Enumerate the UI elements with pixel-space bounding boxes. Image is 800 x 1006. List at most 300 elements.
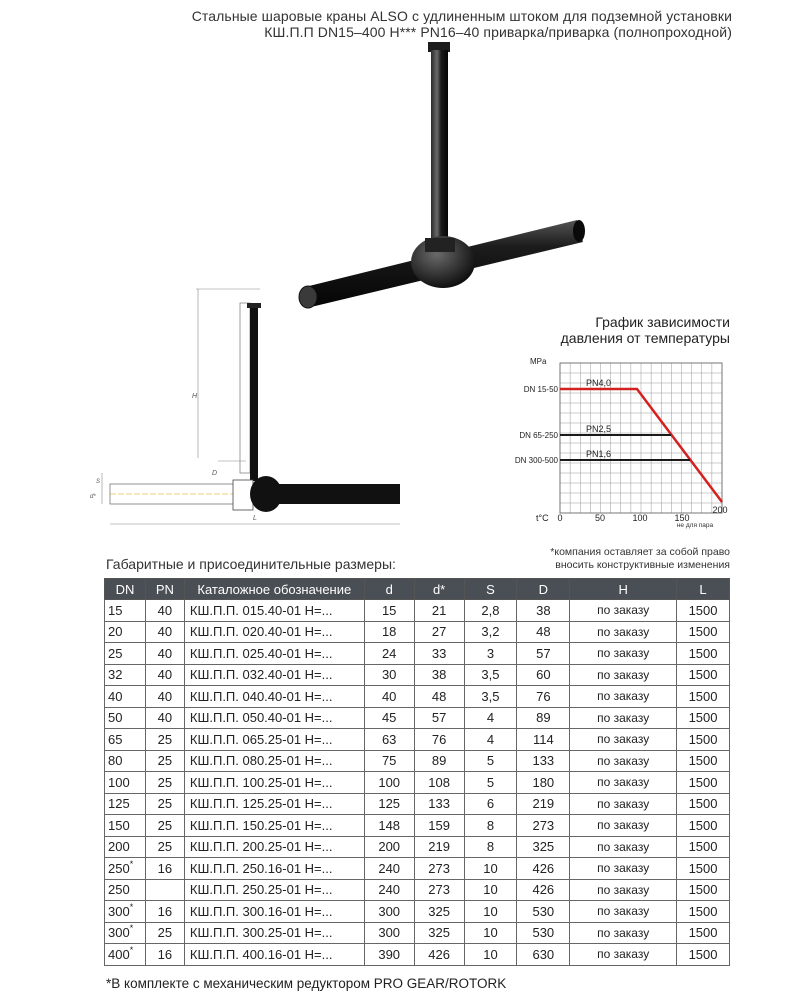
- cell-s-value: 3,5: [481, 667, 500, 683]
- cell-dn: [105, 836, 146, 858]
- technical-drawing: [88, 283, 418, 533]
- cell-outer-d: [517, 879, 570, 901]
- cell-h: [570, 729, 677, 751]
- cell-h: [570, 793, 677, 815]
- cell-dn-value: 25: [108, 645, 123, 661]
- cell-dstar: [414, 858, 464, 880]
- cell-l-value: 1500: [688, 667, 718, 683]
- cell-outer-d-value: 426: [532, 860, 555, 876]
- cell-outer-d: [517, 600, 570, 622]
- cell-d-value: 125: [378, 796, 401, 812]
- cell-d: [364, 750, 414, 772]
- cell-catalog-value: КШ.П.П. 200.25-01 Н=...: [189, 839, 333, 855]
- cell-catalog: [184, 922, 364, 944]
- table-header-row: [105, 579, 730, 600]
- cell-d-value: 45: [381, 710, 397, 726]
- cell-dstar-value: 325: [428, 903, 450, 919]
- cell-dn-value: 50: [108, 710, 123, 726]
- cell-pn-value: 25: [157, 774, 173, 790]
- cell-s-value: 10: [483, 925, 498, 941]
- cell-h-value: по заказу: [597, 839, 650, 854]
- cell-pn-value: 40: [157, 624, 173, 640]
- cell-dstar-value: 27: [431, 624, 447, 640]
- cell-dstar: [414, 643, 464, 665]
- cell-dstar: [414, 793, 464, 815]
- cell-pn-value: 40: [157, 602, 173, 618]
- cell-dstar-value: 21: [431, 602, 447, 618]
- cell-dn-value: 300: [108, 903, 130, 919]
- cell-l: [677, 643, 730, 665]
- cell-dn-value: 200: [108, 839, 130, 855]
- x-tick-50: 50: [594, 513, 606, 523]
- cell-h-value: по заказу: [597, 796, 650, 811]
- cell-l: [677, 750, 730, 772]
- cell-outer-d: [517, 858, 570, 880]
- col-header-dn: DN: [105, 579, 146, 600]
- cell-l: [677, 944, 730, 966]
- cell-s: [464, 793, 517, 815]
- col-header-pn: PN: [145, 579, 184, 600]
- table-row: [105, 729, 730, 751]
- table-row: [105, 750, 730, 772]
- cell-l: [677, 707, 730, 729]
- cell-pn: [145, 901, 184, 923]
- cell-l-value: 1500: [688, 817, 718, 833]
- cell-s-value: 10: [483, 882, 498, 898]
- cell-dn: [105, 815, 146, 837]
- cell-outer-d-value: 114: [532, 731, 554, 747]
- cell-d-value: 200: [378, 839, 401, 855]
- cell-outer-d-value: 48: [536, 624, 551, 640]
- pn-label-25: PN2,5: [586, 424, 612, 434]
- cell-pn: [145, 686, 184, 708]
- cell-pn: [145, 836, 184, 858]
- cell-d: [364, 922, 414, 944]
- cell-d-value: 100: [378, 774, 401, 790]
- cell-d: [364, 600, 414, 622]
- cell-outer-d: [517, 815, 570, 837]
- cell-pn-value: 25: [157, 731, 173, 747]
- cell-l-value: 1500: [688, 688, 718, 704]
- cell-h-value: по заказу: [597, 689, 650, 704]
- table-row: [105, 621, 730, 643]
- cell-l: [677, 922, 730, 944]
- cell-pn-value: 16: [157, 946, 173, 962]
- cell-d: [364, 793, 414, 815]
- cell-s: [464, 750, 517, 772]
- graph-x-unit: t°C: [536, 513, 549, 523]
- col-header-catalog: Каталожное обозначение: [184, 579, 364, 600]
- cell-outer-d: [517, 707, 570, 729]
- cell-s-value: 8: [486, 839, 495, 855]
- cell-h-value: по заказу: [597, 732, 650, 747]
- cell-h-value: по заказу: [597, 710, 650, 725]
- cell-h-value: по заказу: [597, 925, 650, 940]
- cell-outer-d: [517, 750, 570, 772]
- cell-l-value: 1500: [688, 753, 718, 769]
- valve-product-image: [285, 42, 590, 320]
- cell-catalog-value: КШ.П.П. 300.25-01 Н=...: [189, 925, 333, 941]
- cell-l: [677, 858, 730, 880]
- footnote-marker: *: [129, 944, 134, 955]
- cell-outer-d-value: 530: [532, 925, 555, 941]
- cell-dn-value: 150: [108, 817, 130, 833]
- cell-dn: [105, 901, 146, 923]
- stem-collar: [425, 238, 455, 252]
- cell-catalog-value: КШ.П.П. 065.25-01 Н=...: [189, 731, 333, 747]
- col-header-l: L: [677, 579, 730, 600]
- cell-dstar-value: 219: [428, 839, 450, 855]
- cell-h: [570, 750, 677, 772]
- cell-catalog-value: КШ.П.П. 250.16-01 Н=...: [189, 860, 333, 876]
- cell-pn: [145, 858, 184, 880]
- footnote: *В комплекте с механическим редуктором PRO GEAR/ROTORK: [106, 976, 507, 991]
- x-tick-100: 100: [632, 513, 648, 523]
- cell-s-value: 3: [486, 645, 495, 661]
- cell-d: [364, 686, 414, 708]
- cell-outer-d-value: 57: [536, 645, 551, 661]
- cell-h: [570, 643, 677, 665]
- cell-dstar-value: 159: [428, 817, 450, 833]
- cell-pn-value: 40: [157, 688, 173, 704]
- cell-dstar-value: 426: [428, 946, 450, 962]
- cell-pn-value: 25: [157, 753, 173, 769]
- cell-dstar-value: 38: [431, 667, 447, 683]
- series-label-dn15-50: DN 15-50: [523, 385, 558, 394]
- cell-s-value: 10: [483, 903, 498, 919]
- dim-label-s: S: [96, 479, 101, 485]
- cell-dn: [105, 686, 146, 708]
- drawing-stem: [250, 303, 258, 481]
- cell-d-value: 18: [381, 624, 397, 640]
- cell-d: [364, 664, 414, 686]
- cell-d: [364, 772, 414, 794]
- cell-catalog: [184, 686, 364, 708]
- cell-s: [464, 772, 517, 794]
- cell-dn: [105, 793, 146, 815]
- table-row: [105, 922, 730, 944]
- cell-catalog: [184, 858, 364, 880]
- graph-grid: [560, 363, 722, 513]
- cell-pn: [145, 664, 184, 686]
- table-row: [105, 901, 730, 923]
- cell-dn: [105, 750, 146, 772]
- dim-label-h: H: [192, 393, 198, 400]
- dim-label-d: D: [212, 470, 218, 477]
- table-row: [105, 707, 730, 729]
- cell-h-value: по заказу: [597, 904, 650, 919]
- cell-dstar: [414, 686, 464, 708]
- cell-s: [464, 621, 517, 643]
- cell-pn-value: 16: [157, 903, 173, 919]
- cell-catalog: [184, 836, 364, 858]
- cell-catalog-value: КШ.П.П. 400.16-01 Н=...: [189, 946, 333, 962]
- cell-l-value: 1500: [688, 602, 718, 618]
- cell-catalog: [184, 793, 364, 815]
- disclaimer-note-line2: вносить конструктивные изменения: [555, 559, 730, 571]
- cell-s: [464, 664, 517, 686]
- cell-l-value: 1500: [688, 882, 718, 898]
- cell-pn: [145, 750, 184, 772]
- cell-h: [570, 707, 677, 729]
- cell-l-value: 1500: [688, 624, 718, 640]
- cell-d-value: 40: [381, 688, 397, 704]
- cell-d: [364, 944, 414, 966]
- cell-catalog-value: КШ.П.П. 025.40-01 Н=...: [189, 645, 333, 661]
- cell-dn-value: 15: [108, 602, 123, 618]
- table-row: [105, 836, 730, 858]
- table-row: [105, 664, 730, 686]
- table-row: [105, 686, 730, 708]
- cell-h: [570, 922, 677, 944]
- cell-dn: [105, 707, 146, 729]
- cell-l-value: 1500: [688, 731, 718, 747]
- cell-l-value: 1500: [688, 946, 718, 962]
- cell-catalog-value: КШ.П.П. 020.40-01 Н=...: [189, 624, 333, 640]
- cell-pn-value: 40: [157, 645, 173, 661]
- cell-h-value: по заказу: [597, 753, 650, 768]
- cell-catalog-value: КШ.П.П. 250.25-01 Н=...: [189, 882, 333, 898]
- cell-outer-d-value: 530: [532, 903, 555, 919]
- cell-dn: [105, 858, 146, 880]
- table-row: [105, 643, 730, 665]
- cell-l: [677, 600, 730, 622]
- cell-h: [570, 600, 677, 622]
- cell-d-value: 300: [378, 925, 401, 941]
- cell-pn: [145, 643, 184, 665]
- table-body: [105, 600, 730, 966]
- cell-dn-value: 20: [108, 624, 123, 640]
- cell-s: [464, 729, 517, 751]
- cell-pn: [145, 772, 184, 794]
- cell-dstar: [414, 729, 464, 751]
- cell-catalog-value: КШ.П.П. 050.40-01 Н=...: [189, 710, 333, 726]
- cell-pn-value: 25: [157, 817, 173, 833]
- cell-catalog: [184, 600, 364, 622]
- cell-s: [464, 836, 517, 858]
- cell-h: [570, 836, 677, 858]
- graph-y-unit: MPa: [530, 357, 547, 366]
- series-label-dn65-250: DN 65-250: [519, 431, 558, 440]
- cell-s-value: 6: [486, 796, 495, 812]
- cell-dstar-value: 273: [428, 882, 450, 898]
- x-tick-150: 150: [674, 513, 690, 523]
- pn-label-40: PN4,0: [586, 378, 612, 388]
- cell-s: [464, 858, 517, 880]
- cell-d-value: 240: [378, 860, 401, 876]
- cell-dn-value: 80: [108, 753, 123, 769]
- cell-dstar: [414, 901, 464, 923]
- cell-dstar-value: 325: [428, 925, 450, 941]
- cell-d: [364, 707, 414, 729]
- cell-dstar: [414, 707, 464, 729]
- cell-outer-d: [517, 793, 570, 815]
- graph-subtitle: давления от температуры: [560, 330, 730, 346]
- cell-dn-value: 40: [108, 688, 123, 704]
- cell-s: [464, 600, 517, 622]
- cell-l: [677, 664, 730, 686]
- footnote-marker: *: [129, 901, 134, 912]
- cell-outer-d: [517, 686, 570, 708]
- cell-dstar: [414, 944, 464, 966]
- cell-dn: [105, 643, 146, 665]
- cell-d-value: 15: [381, 602, 397, 618]
- cell-catalog: [184, 815, 364, 837]
- cell-h-value: по заказу: [597, 882, 650, 897]
- cell-dn-value: 125: [108, 796, 130, 812]
- cell-s-value: 3,5: [481, 688, 500, 704]
- cell-s-value: 5: [486, 753, 495, 769]
- cell-l-value: 1500: [688, 645, 718, 661]
- cell-catalog: [184, 729, 364, 751]
- page-subtitle: КШ.П.П DN15–400 Н*** PN16–40 приварка/приварка (полнопроходной): [264, 24, 732, 40]
- cell-dstar: [414, 815, 464, 837]
- cell-d-value: 390: [378, 946, 401, 962]
- cell-outer-d-value: 325: [532, 839, 555, 855]
- col-header-s: S: [464, 579, 517, 600]
- cell-dn-value: 65: [108, 731, 123, 747]
- cell-catalog: [184, 750, 364, 772]
- cell-d: [364, 729, 414, 751]
- cell-dn-value: 250: [108, 860, 130, 876]
- cell-dn-value: 250: [108, 882, 130, 898]
- cell-l: [677, 686, 730, 708]
- cell-h: [570, 621, 677, 643]
- cell-pn: [145, 621, 184, 643]
- cell-s: [464, 707, 517, 729]
- cell-l: [677, 901, 730, 923]
- cell-d-value: 24: [381, 645, 397, 661]
- cell-dn: [105, 600, 146, 622]
- cell-h-value: по заказу: [597, 818, 650, 833]
- cell-l-value: 1500: [688, 839, 718, 855]
- table-row: [105, 815, 730, 837]
- cell-d: [364, 879, 414, 901]
- cell-dn: [105, 944, 146, 966]
- drawing-right-pipe: [278, 484, 400, 504]
- cell-l: [677, 815, 730, 837]
- cell-catalog-value: КШ.П.П. 080.25-01 Н=...: [189, 753, 333, 769]
- cell-s-value: 4: [486, 710, 495, 726]
- cell-l: [677, 729, 730, 751]
- cell-s-value: 8: [486, 817, 495, 833]
- cell-catalog: [184, 621, 364, 643]
- cell-dn: [105, 922, 146, 944]
- cell-catalog-value: КШ.П.П. 100.25-01 Н=...: [189, 774, 333, 790]
- cell-h: [570, 815, 677, 837]
- drawing-stem-cap: [247, 303, 261, 308]
- cell-outer-d-value: 180: [532, 774, 555, 790]
- cell-catalog: [184, 664, 364, 686]
- cell-dn-value: 400: [108, 946, 130, 962]
- disclaimer-note-line1: *компания оставляет за собой право: [550, 546, 730, 558]
- cell-s-value: 4: [486, 731, 495, 747]
- cell-h: [570, 901, 677, 923]
- cell-s: [464, 901, 517, 923]
- cell-pn-value: 25: [157, 839, 173, 855]
- cell-h-value: по заказу: [597, 624, 650, 639]
- cell-outer-d-value: 273: [532, 817, 555, 833]
- cell-pn-value: 25: [157, 925, 173, 941]
- cell-d-value: 240: [378, 882, 401, 898]
- cell-catalog: [184, 643, 364, 665]
- cell-dn-value: 32: [108, 667, 123, 683]
- cell-outer-d: [517, 772, 570, 794]
- cell-catalog: [184, 944, 364, 966]
- cell-h-value: по заказу: [597, 646, 650, 661]
- cell-dstar-value: 33: [431, 645, 447, 661]
- cell-d: [364, 858, 414, 880]
- x-tick-0: 0: [557, 513, 563, 523]
- cell-s-value: 10: [483, 946, 498, 962]
- cell-catalog-value: КШ.П.П. 150.25-01 Н=...: [189, 817, 333, 833]
- dim-label-l: L: [253, 515, 257, 522]
- cell-outer-d-value: 133: [532, 753, 555, 769]
- cell-l-value: 1500: [688, 796, 718, 812]
- cell-outer-d: [517, 621, 570, 643]
- cell-l-value: 1500: [688, 710, 718, 726]
- cell-catalog-value: КШ.П.П. 125.25-01 Н=...: [189, 796, 333, 812]
- table-row: [105, 793, 730, 815]
- pressure-temperature-graph: [500, 350, 740, 535]
- cell-dstar: [414, 750, 464, 772]
- cell-d: [364, 643, 414, 665]
- cell-dn: [105, 879, 146, 901]
- cell-dstar: [414, 772, 464, 794]
- cell-outer-d: [517, 836, 570, 858]
- cell-l: [677, 772, 730, 794]
- cell-s-value: 5: [486, 774, 495, 790]
- cell-s: [464, 944, 517, 966]
- page-title: Стальные шаровые краны ALSO с удлиненным штоком для подземной установки: [191, 8, 732, 24]
- col-header-outer-d: D: [517, 579, 570, 600]
- cell-dn-value: 300: [108, 925, 130, 941]
- cell-dn-value: 100: [108, 774, 130, 790]
- cell-h: [570, 879, 677, 901]
- cell-dn: [105, 729, 146, 751]
- cell-s: [464, 922, 517, 944]
- drawing-ball: [250, 476, 282, 512]
- cell-outer-d-value: 89: [536, 710, 551, 726]
- cell-h: [570, 944, 677, 966]
- cell-dn: [105, 664, 146, 686]
- footnote-marker: *: [129, 923, 134, 934]
- cell-h: [570, 664, 677, 686]
- cell-h-value: по заказу: [597, 947, 650, 962]
- cell-d: [364, 815, 414, 837]
- cell-h: [570, 858, 677, 880]
- cell-catalog: [184, 772, 364, 794]
- cell-h-value: по заказу: [597, 775, 650, 790]
- cell-catalog-value: КШ.П.П. 032.40-01 Н=...: [189, 667, 333, 683]
- cell-catalog-value: КШ.П.П. 300.16-01 Н=...: [189, 903, 333, 919]
- cell-l: [677, 879, 730, 901]
- cell-d: [364, 901, 414, 923]
- cell-l: [677, 621, 730, 643]
- graph-title: График зависимости: [595, 314, 730, 330]
- drawing-stem-outline: [240, 303, 250, 473]
- cell-pn: [145, 707, 184, 729]
- cell-dstar: [414, 922, 464, 944]
- cell-l-value: 1500: [688, 860, 718, 876]
- col-header-h: H: [570, 579, 677, 600]
- cell-s-value: 3,2: [481, 624, 500, 640]
- cell-pn-value: 40: [157, 710, 173, 726]
- col-header-dstar: d*: [414, 579, 464, 600]
- cell-h: [570, 772, 677, 794]
- cell-pn-value: 16: [157, 860, 173, 876]
- cell-dstar: [414, 836, 464, 858]
